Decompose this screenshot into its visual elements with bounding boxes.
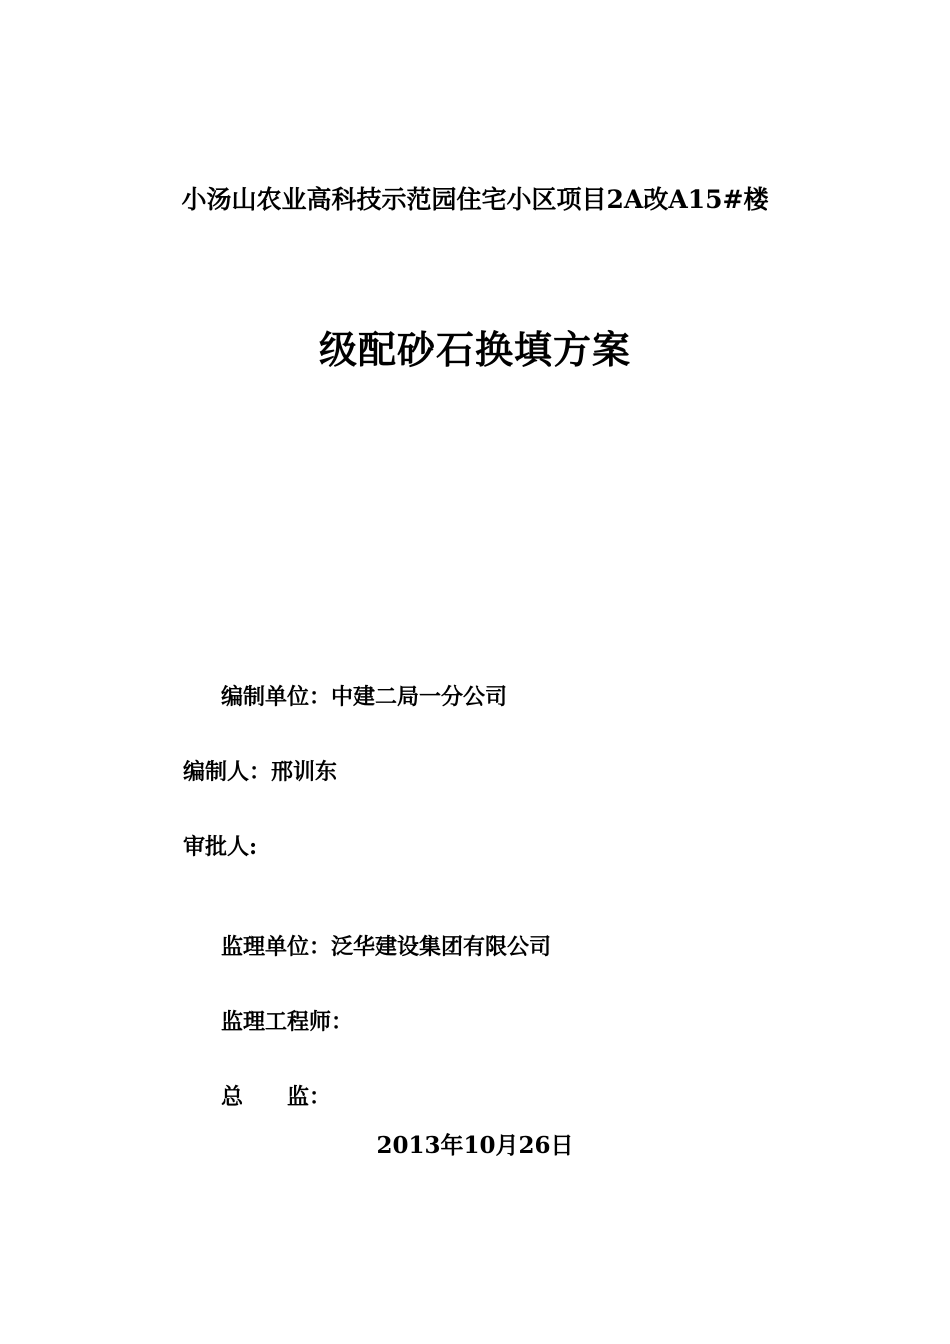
supervision-engineer-field — [221, 1007, 353, 1037]
compiler-field — [183, 757, 337, 787]
project-title: 小汤山农业高科技示范园住宅小区项目2A改A15#楼 — [181, 185, 769, 214]
compiler-value: 邢训东 — [271, 759, 338, 785]
compile-unit-label: 编制单位： — [221, 684, 332, 710]
supervision-engineer-label: 监理工程师： — [221, 1009, 354, 1035]
compile-unit-value: 中建二局一分公司 — [331, 684, 508, 710]
supervision-unit-field — [221, 932, 551, 962]
compile-unit-field — [221, 682, 507, 712]
approver-label: 审批人: — [183, 834, 258, 860]
supervision-unit-value: 泛华建设集团有限公司 — [331, 934, 552, 960]
chief-supervisor-label: 总 监： — [221, 1084, 332, 1110]
document-date: 2013年10月26日 — [376, 1132, 574, 1159]
compiler-label: 编制人： — [183, 759, 272, 785]
approver-field — [183, 832, 257, 862]
document-title: 级配砂石换填方案 — [318, 327, 631, 372]
supervision-unit-label: 监理单位： — [221, 934, 332, 960]
chief-supervisor-field — [221, 1082, 331, 1112]
